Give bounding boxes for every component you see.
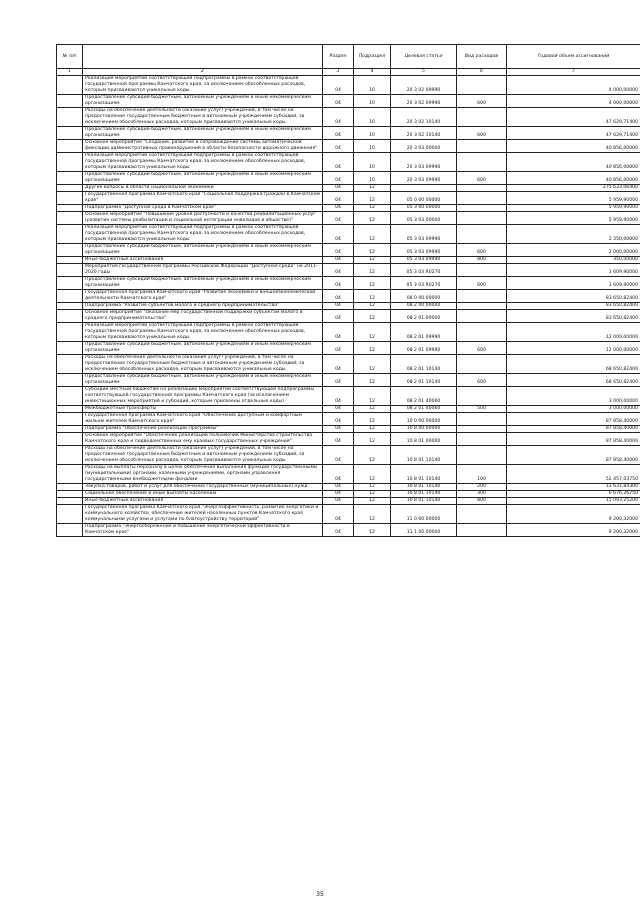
header-name	[83, 45, 323, 69]
cell-section: 04	[323, 303, 354, 310]
cell-expense	[457, 225, 507, 244]
cell-name: Основное мероприятие "Оказание мер государственной поддержки субъектам малого и среднего предпринимательства"	[83, 310, 323, 323]
table-header-row	[57, 45, 640, 69]
cell-subsection: 12	[354, 192, 391, 205]
cell-expense	[457, 76, 507, 95]
cell-target: 20 3 03 09990	[391, 153, 457, 172]
cell-target: 20 3 03 09990	[391, 172, 457, 185]
cell-target: 10 8 01 10140	[391, 465, 457, 484]
cell-target: 08 2 01 10140	[391, 374, 457, 387]
table-row	[57, 225, 640, 244]
cell-section: 04	[323, 433, 354, 446]
cell-expense	[457, 153, 507, 172]
cell-target: 05 3 03 00000	[391, 212, 457, 225]
cell-num	[57, 244, 83, 257]
cell-section: 04	[323, 374, 354, 387]
cell-num	[57, 505, 83, 524]
cell-expense: 100	[457, 465, 507, 484]
table-row	[57, 465, 640, 484]
cell-name: Основное мероприятие "Повышение уровня доступности и качества реабилитационных услуг (развитие системы реабилитации и социальной интеграции инвалидов в обществе)"	[83, 212, 323, 225]
cell-num	[57, 413, 83, 426]
cell-name: Закупка товаров, работ и услуг для обеспечения государственных (муниципальных) нужд	[83, 484, 323, 491]
cell-expense	[457, 205, 507, 212]
cell-num	[57, 303, 83, 310]
cell-num	[57, 446, 83, 465]
cell-target: 08 2 01 00000	[391, 310, 457, 323]
cell-name: Субсидии местным бюджетам на реализацию мероприятий соответствующей подпрограммы соответствующей государственной программы Камчатского края (за исключением инвестиционных мероприятий и субсидий, которым присвоены отдельные коды)	[83, 387, 323, 406]
cell-target: 10 8 01 00000	[391, 433, 457, 446]
cell-amount: 40 856,00000	[507, 140, 640, 153]
cell-expense: 600	[457, 374, 507, 387]
cell-num	[57, 310, 83, 323]
cell-section: 04	[323, 212, 354, 225]
cell-name: Основное мероприятие "Создание, развитие и сопровождение системы автоматической фиксации административных правонарушений в области безопасности дорожного движения"	[83, 140, 323, 153]
cell-name: Мероприятия государственной программы Российской Федерации "Доступная среда" на 2011-2020 годы	[83, 264, 323, 277]
cell-num	[57, 491, 83, 498]
cell-amount: 3 000,00000	[507, 406, 640, 413]
cell-target: 10 8 01 10140	[391, 484, 457, 491]
table-row	[57, 498, 640, 505]
cell-name: Предоставление субсидий бюджетным, автономным учреждениям и иным некоммерческим организациям	[83, 172, 323, 185]
cell-amount: 83 650,82400	[507, 310, 640, 323]
cell-num	[57, 108, 83, 127]
cell-num	[57, 524, 83, 537]
table-row	[57, 95, 640, 108]
table-row	[57, 140, 640, 153]
cell-section: 04	[323, 342, 354, 355]
cell-subsection: 10	[354, 153, 391, 172]
table-row	[57, 277, 640, 290]
page-number: 35	[316, 891, 324, 898]
cell-name: Предоставление субсидий бюджетным, автономным учреждениям и иным некоммерческим организациям	[83, 277, 323, 290]
cell-name: Подпрограмма "Энергосбережение и повышение энергетической эффективности в Камчатском крае"	[83, 524, 323, 537]
cell-subsection: 12	[354, 498, 391, 505]
cell-name: Основное мероприятие "Обеспечение реализации полномочий Министерства строительства Камчатского края и подведомственных ему краевых государственных учреждений"	[83, 433, 323, 446]
cell-section: 04	[323, 277, 354, 290]
cell-subsection: 12	[354, 374, 391, 387]
cell-expense	[457, 212, 507, 225]
cell-num	[57, 192, 83, 205]
table-row	[57, 426, 640, 433]
cell-section: 04	[323, 76, 354, 95]
cell-subsection: 12	[354, 433, 391, 446]
cell-subsection: 12	[354, 303, 391, 310]
cell-subsection: 12	[354, 257, 391, 264]
cell-amount: 350,00000	[507, 257, 640, 264]
cell-subsection: 12	[354, 413, 391, 426]
cell-amount: 9 200,32000	[507, 505, 640, 524]
cell-section: 04	[323, 244, 354, 257]
cell-section: 04	[323, 524, 354, 537]
cell-num	[57, 387, 83, 406]
table-row	[57, 76, 640, 95]
cell-expense: 300	[457, 491, 507, 498]
table-row	[57, 290, 640, 303]
cell-target: 20 3 02 09990	[391, 95, 457, 108]
cell-target: 10 8 01 10140	[391, 498, 457, 505]
cell-num	[57, 290, 83, 303]
cell-name: Предоставление субсидий бюджетным, автономным учреждениям и иным некоммерческим организациям	[83, 374, 323, 387]
cell-subsection: 10	[354, 95, 391, 108]
cell-subsection: 12	[354, 387, 391, 406]
cell-subsection: 12	[354, 426, 391, 433]
cell-expense: 600	[457, 172, 507, 185]
cell-section: 04	[323, 264, 354, 277]
cell-target: 08 2 00 00000	[391, 303, 457, 310]
cell-expense: 600	[457, 244, 507, 257]
cell-name: Подпрограмма "Доступная среда в Камчатском крае"	[83, 205, 323, 212]
cell-expense: 800	[457, 257, 507, 264]
cell-amount: 87 858,40000	[507, 426, 640, 433]
cell-expense	[457, 355, 507, 374]
cell-target: 05 3 00 00000	[391, 205, 457, 212]
cell-num	[57, 484, 83, 491]
cell-name: Социальное обеспечение и иные выплаты населению	[83, 491, 323, 498]
table-row	[57, 342, 640, 355]
cell-target: 08 2 01 40060	[391, 387, 457, 406]
cell-expense	[457, 413, 507, 426]
column-number: 1	[57, 69, 83, 76]
cell-amount: 2 350,00000	[507, 225, 640, 244]
cell-section: 04	[323, 505, 354, 524]
column-number: 2	[83, 69, 323, 76]
cell-num	[57, 277, 83, 290]
cell-amount: 47 629,71400	[507, 108, 640, 127]
cell-expense: 500	[457, 406, 507, 413]
cell-num	[57, 342, 83, 355]
cell-target: 08 2 01 09990	[391, 342, 457, 355]
cell-target: 10 0 00 00000	[391, 413, 457, 426]
cell-section: 04	[323, 406, 354, 413]
cell-target: 11 0 00 00000	[391, 505, 457, 524]
cell-target	[391, 185, 457, 192]
cell-section: 04	[323, 323, 354, 342]
cell-expense	[457, 185, 507, 192]
cell-num	[57, 374, 83, 387]
header-subsection: Подраздел	[354, 45, 391, 69]
cell-expense	[457, 140, 507, 153]
cell-num	[57, 406, 83, 413]
cell-expense: 600	[457, 277, 507, 290]
cell-section: 04	[323, 426, 354, 433]
cell-section: 04	[323, 465, 354, 484]
cell-amount: 52 457,03750	[507, 465, 640, 484]
cell-amount: 275 633,06400	[507, 185, 640, 192]
table-row	[57, 212, 640, 225]
cell-target: 05 3 03 09990	[391, 257, 457, 264]
cell-subsection: 12	[354, 323, 391, 342]
cell-section: 04	[323, 140, 354, 153]
cell-num	[57, 212, 83, 225]
cell-section: 04	[323, 355, 354, 374]
cell-amount: 40 856,00000	[507, 153, 640, 172]
cell-expense	[457, 303, 507, 310]
cell-subsection: 10	[354, 108, 391, 127]
cell-subsection: 12	[354, 264, 391, 277]
cell-section: 04	[323, 290, 354, 303]
cell-amount: 12 000,00000	[507, 342, 640, 355]
cell-amount: 87 858,40000	[507, 413, 640, 426]
cell-name: Реализация мероприятий соответствующей подпрограммы в рамках соответствующей государственной программы Камчатского края, за исключением обособленных расходов, которым присваиваются уникальные коды	[83, 225, 323, 244]
cell-subsection: 12	[354, 355, 391, 374]
cell-expense	[457, 108, 507, 127]
cell-amount: 13 631,84300	[507, 484, 640, 491]
table-body	[57, 76, 640, 537]
cell-subsection: 12	[354, 484, 391, 491]
table-row	[57, 491, 640, 498]
cell-name: Иные бюджетные ассигнования	[83, 498, 323, 505]
cell-section: 04	[323, 153, 354, 172]
cell-target: 20 3 03 00000	[391, 140, 457, 153]
cell-num	[57, 185, 83, 192]
cell-subsection: 12	[354, 342, 391, 355]
cell-subsection: 12	[354, 524, 391, 537]
cell-target: 20 3 02 09990	[391, 76, 457, 95]
cell-target: 08 2 01 09990	[391, 323, 457, 342]
cell-num	[57, 257, 83, 264]
cell-subsection: 12	[354, 491, 391, 498]
cell-target: 11 1 00 00000	[391, 524, 457, 537]
cell-section: 04	[323, 413, 354, 426]
cell-expense	[457, 310, 507, 323]
header-expense: Вид расходов	[457, 45, 507, 69]
cell-name: Государственная программа Камчатского края "Обеспечение доступным и комфортным жильем жителей Камчатского края"	[83, 413, 323, 426]
cell-num	[57, 127, 83, 140]
cell-name: Предоставление субсидий бюджетным, автономным учреждениям и иным некоммерческим организациям	[83, 127, 323, 140]
cell-expense: 600	[457, 127, 507, 140]
cell-subsection: 10	[354, 140, 391, 153]
cell-section: 04	[323, 387, 354, 406]
cell-target: 20 3 02 10140	[391, 108, 457, 127]
cell-amount: 47 629,71400	[507, 127, 640, 140]
cell-section: 04	[323, 127, 354, 140]
cell-amount: 5 959,90000	[507, 205, 640, 212]
table-row	[57, 303, 640, 310]
table-row	[57, 172, 640, 185]
cell-amount: 3 609,90000	[507, 264, 640, 277]
cell-target: 05 3 03 R0270	[391, 264, 457, 277]
cell-amount: 5 959,90000	[507, 192, 640, 205]
cell-section: 04	[323, 491, 354, 498]
cell-name: Подпрограмма "Развитие субъектов малого и среднего предпринимательства"	[83, 303, 323, 310]
cell-amount: 4 000,00000	[507, 95, 640, 108]
cell-subsection: 12	[354, 244, 391, 257]
cell-num	[57, 76, 83, 95]
cell-section: 04	[323, 310, 354, 323]
table-row	[57, 484, 640, 491]
cell-amount: 6 676,26750	[507, 491, 640, 498]
cell-num	[57, 264, 83, 277]
cell-name: Предоставление субсидий бюджетным, автономным учреждениям и иным некоммерческим организациям	[83, 95, 323, 108]
cell-num	[57, 355, 83, 374]
cell-target: 05 0 00 00000	[391, 192, 457, 205]
cell-target: 08 0 00 00000	[391, 290, 457, 303]
column-number: 3	[323, 69, 354, 76]
cell-amount: 83 650,82400	[507, 303, 640, 310]
table-row	[57, 257, 640, 264]
column-number-row	[57, 69, 640, 76]
table-row	[57, 323, 640, 342]
cell-num	[57, 433, 83, 446]
column-number: 6	[457, 69, 507, 76]
cell-subsection: 12	[354, 225, 391, 244]
table-row	[57, 264, 640, 277]
cell-name: Иные бюджетные ассигнования	[83, 257, 323, 264]
table-row	[57, 446, 640, 465]
cell-name: Другие вопросы в области национальной экономики	[83, 185, 323, 192]
cell-expense	[457, 290, 507, 303]
cell-expense: 600	[457, 342, 507, 355]
table-row	[57, 127, 640, 140]
cell-subsection: 10	[354, 76, 391, 95]
table-row	[57, 108, 640, 127]
cell-subsection: 12	[354, 310, 391, 323]
cell-subsection: 12	[354, 205, 391, 212]
table-row	[57, 310, 640, 323]
cell-num	[57, 153, 83, 172]
cell-name: Государственная программа Камчатского края "Развитие экономики и внешнеэкономической деятельности Камчатского края"	[83, 290, 323, 303]
cell-num	[57, 205, 83, 212]
cell-target: 10 8 00 00000	[391, 426, 457, 433]
cell-target: 08 2 01 40060	[391, 406, 457, 413]
cell-name: Расходы на обеспечение деятельности (оказание услуг) учреждений, в том числе на предоставление государственным бюджетным и автономным учреждениям субсидий, за исключением обособленных расходов, которым присваиваются уникальные коды	[83, 108, 323, 127]
cell-name: Реализация мероприятий соответствующей подпрограммы в рамках соответствующей государственной программы Камчатского края, за исключением обособленных расходов, которым присваиваются уникальные коды	[83, 153, 323, 172]
cell-section: 04	[323, 205, 354, 212]
table-row	[57, 205, 640, 212]
cell-amount: 3 000,00000	[507, 387, 640, 406]
cell-expense	[457, 192, 507, 205]
cell-amount: 40 856,00000	[507, 172, 640, 185]
cell-subsection: 12	[354, 446, 391, 465]
cell-section: 04	[323, 446, 354, 465]
column-number: 5	[391, 69, 457, 76]
cell-name: Реализация мероприятий соответствующей подпрограммы в рамках соответствующей государственной программы Камчатского края, за исключением обособленных расходов, которым присваиваются уникальные коды	[83, 76, 323, 95]
column-number: 7	[507, 69, 640, 76]
cell-name: Подпрограмма "Обеспечение реализации Программы"	[83, 426, 323, 433]
cell-name: Реализация мероприятий соответствующей подпрограммы в рамках соответствующей государственной программы Камчатского края, за исключением обособленных расходов, которым присваиваются уникальные коды	[83, 323, 323, 342]
cell-amount: 87 858,40000	[507, 446, 640, 465]
cell-expense	[457, 505, 507, 524]
cell-subsection: 12	[354, 505, 391, 524]
cell-amount: 68 650,82400	[507, 355, 640, 374]
cell-num	[57, 95, 83, 108]
table-row	[57, 406, 640, 413]
table-row	[57, 374, 640, 387]
cell-expense	[457, 387, 507, 406]
cell-subsection: 12	[354, 406, 391, 413]
cell-section: 04	[323, 172, 354, 185]
cell-amount: 12 000,00000	[507, 323, 640, 342]
cell-name: Государственная программа Камчатского края "Социальная поддержка граждан в Камчатском крае"	[83, 192, 323, 205]
cell-section: 04	[323, 108, 354, 127]
header-amount: Годовой объем ассигнований	[507, 45, 640, 69]
header-target: Целевая статья	[391, 45, 457, 69]
cell-amount: 2 000,00000	[507, 244, 640, 257]
cell-subsection: 12	[354, 277, 391, 290]
cell-amount: 5 959,90000	[507, 212, 640, 225]
table-row	[57, 185, 640, 192]
cell-section: 04	[323, 95, 354, 108]
cell-expense	[457, 524, 507, 537]
cell-expense	[457, 446, 507, 465]
cell-num	[57, 140, 83, 153]
cell-num	[57, 172, 83, 185]
table-row	[57, 524, 640, 537]
cell-target: 20 3 02 10140	[391, 127, 457, 140]
cell-name: Расходы на выплаты персоналу в целях обеспечения выполнения функций государственными (муниципальными) органами, казенными учреждениями, органами управления государственными внебюджетными фондами	[83, 465, 323, 484]
cell-section: 04	[323, 257, 354, 264]
cell-name: Предоставление субсидий бюджетным, автономным учреждениям и иным некоммерческим организациям	[83, 342, 323, 355]
cell-expense: 200	[457, 484, 507, 491]
cell-amount: 4 000,00000	[507, 76, 640, 95]
cell-num	[57, 465, 83, 484]
cell-subsection: 12	[354, 465, 391, 484]
table-row	[57, 413, 640, 426]
table-row	[57, 192, 640, 205]
table-row	[57, 153, 640, 172]
budget-table	[56, 44, 640, 537]
cell-expense	[457, 323, 507, 342]
cell-name: Расходы на обеспечение деятельности (оказание услуг) учреждений, в том числе на предоставление государственным бюджетным и автономным учреждениям субсидий, за исключением обособленных расходов, которым присваиваются уникальные коды	[83, 446, 323, 465]
header-num: № п/п	[57, 45, 83, 69]
table-row	[57, 244, 640, 257]
table-row	[57, 355, 640, 374]
cell-amount: 83 650,82400	[507, 290, 640, 303]
cell-target: 10 8 01 10140	[391, 491, 457, 498]
table-row	[57, 505, 640, 524]
cell-name: Государственная программа Камчатского края "Энергоэффективность, развитие энергетики и коммунального хозяйства, обеспечение жителей населенных пунктов Камчатского края коммунальными услугами и услугами по благоустройству территорий"	[83, 505, 323, 524]
cell-subsection: 12	[354, 290, 391, 303]
cell-expense	[457, 433, 507, 446]
cell-num	[57, 426, 83, 433]
cell-num	[57, 498, 83, 505]
cell-section: 04	[323, 484, 354, 491]
cell-expense	[457, 426, 507, 433]
cell-section: 04	[323, 185, 354, 192]
column-number: 4	[354, 69, 391, 76]
cell-name: Расходы на обеспечение деятельности (оказание услуг) учреждений, в том числе на предоставление государственным бюджетным и автономным учреждениям субсидий, за исключением обособленных расходов, которым присваиваются уникальные коды	[83, 355, 323, 374]
cell-expense: 800	[457, 498, 507, 505]
cell-target: 05 3 03 09990	[391, 244, 457, 257]
cell-num	[57, 225, 83, 244]
cell-section: 04	[323, 225, 354, 244]
cell-target: 08 2 01 10140	[391, 355, 457, 374]
cell-expense	[457, 264, 507, 277]
cell-section: 04	[323, 498, 354, 505]
cell-subsection: 12	[354, 212, 391, 225]
cell-subsection: 10	[354, 127, 391, 140]
cell-target: 05 3 03 09990	[391, 225, 457, 244]
cell-amount: 3 609,90000	[507, 277, 640, 290]
cell-subsection: 12	[354, 185, 391, 192]
cell-name: Предоставление субсидий бюджетным, автономным учреждениям и иным некоммерческим организациям	[83, 244, 323, 257]
cell-num	[57, 323, 83, 342]
cell-target: 10 8 01 10140	[391, 446, 457, 465]
cell-name: Межбюджетные трансферты	[83, 406, 323, 413]
cell-subsection: 10	[354, 172, 391, 185]
cell-amount: 87 858,40000	[507, 433, 640, 446]
cell-amount: 68 650,82400	[507, 374, 640, 387]
table-row	[57, 433, 640, 446]
table-row	[57, 387, 640, 406]
cell-expense: 600	[457, 95, 507, 108]
header-section: Раздел	[323, 45, 354, 69]
cell-amount: 15 093,25200	[507, 498, 640, 505]
cell-target: 05 3 03 R0270	[391, 277, 457, 290]
cell-amount: 9 200,32000	[507, 524, 640, 537]
cell-section: 04	[323, 192, 354, 205]
